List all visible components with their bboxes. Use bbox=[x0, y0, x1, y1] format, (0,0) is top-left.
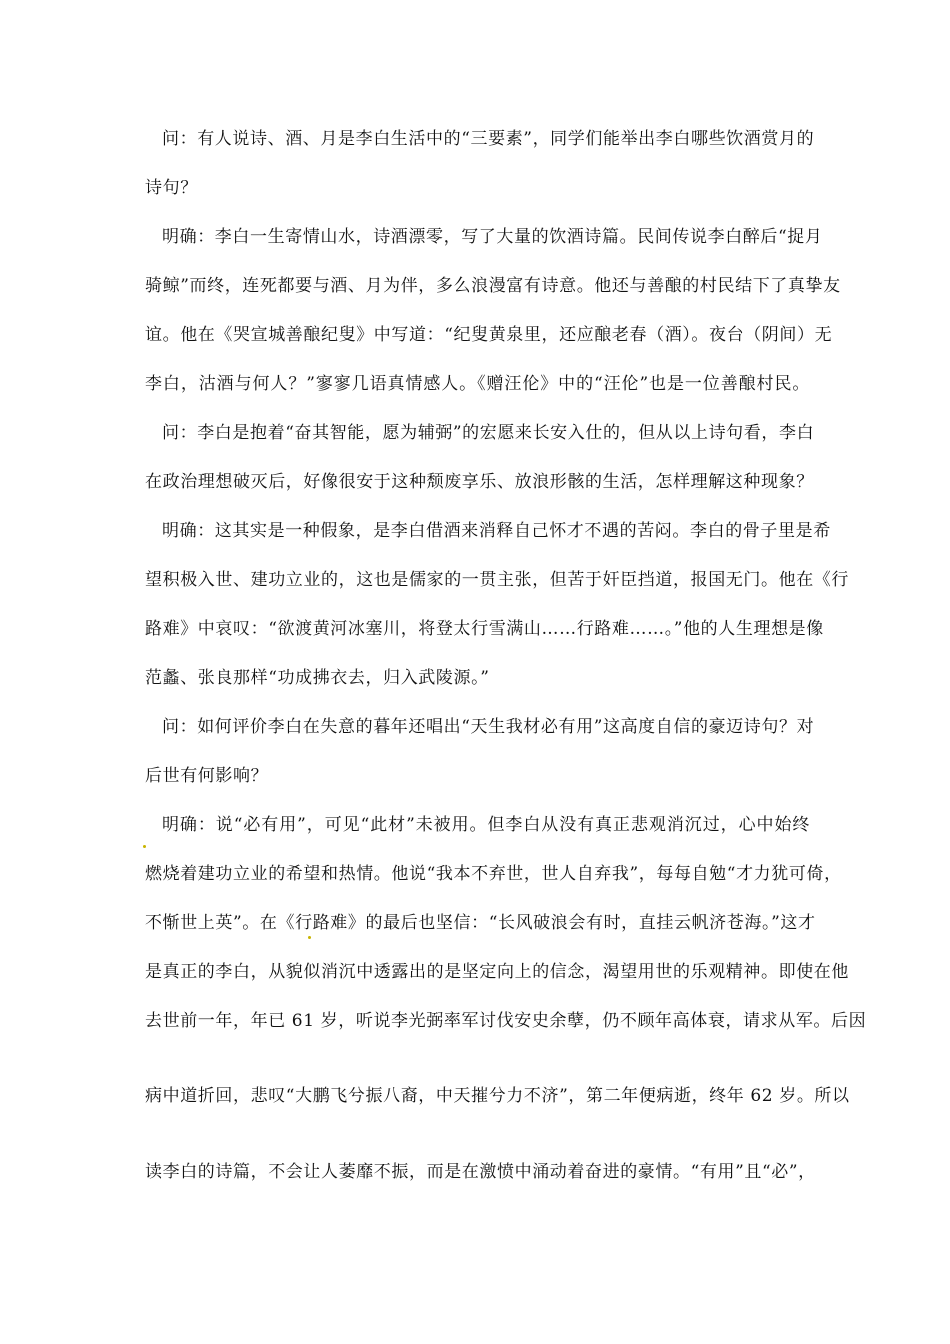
text-line-10: 望积极入世、建功立业的，这也是儒家的一贯主张，但苦于奸臣挡道，报国无门。他在《行 bbox=[145, 570, 849, 590]
text-line-3: 明确：李白一生寄情山水，诗酒漂零，写了大量的饮酒诗篇。民间传说李白醉后“捉月 bbox=[162, 227, 823, 247]
text-line-2: 诗句？ bbox=[145, 178, 198, 198]
text-line-20: 病中道折回，悲叹“大鹏飞兮振八裔，中天摧兮力不济”，第二年便病逝，终年 62 岁。所以 bbox=[145, 1086, 850, 1106]
text-line-5: 谊。他在《哭宣城善酿纪叟》中写道：“纪叟黄泉里，还应酿老春（酒）。夜台（阴间）无 bbox=[145, 325, 833, 345]
text-line-4: 骑鲸”而终，连死都要与酒、月为伴，多么浪漫富有诗意。他还与善酿的村民结下了真挚友 bbox=[145, 276, 841, 296]
speck-mark bbox=[143, 845, 146, 848]
text-line-21: 读李白的诗篇，不会让人萎靡不振，而是在激愤中涌动着奋进的豪情。“有用”且“必”， bbox=[145, 1162, 816, 1182]
text-line-11: 路难》中哀叹：“欲渡黄河冰塞川，将登太行雪满山……行路难……。”他的人生理想是像 bbox=[145, 619, 824, 639]
text-line-1: 问：有人说诗、酒、月是李白生活中的“三要素”，同学们能举出李白哪些饮酒赏月的 bbox=[162, 129, 815, 149]
text-line-16: 燃烧着建功立业的希望和热情。他说“我本不弃世，世人自弃我”，每每自勉“才力犹可倚， bbox=[145, 864, 842, 884]
text-line-13: 问：如何评价李白在失意的暮年还唱出“天生我材必有用”这高度自信的豪迈诗句？对 bbox=[162, 717, 815, 737]
speck-mark bbox=[308, 936, 311, 939]
text-line-8: 在政治理想破灭后，好像很安于这种颓废享乐、放浪形骸的生活，怎样理解这种现象？ bbox=[145, 472, 814, 492]
text-line-6: 李白，沽酒与何人？”寥寥几语真情感人。《赠汪伦》中的“汪伦”也是一位善酿村民。 bbox=[145, 374, 810, 394]
text-line-7: 问：李白是抱着“奋其智能，愿为辅弼”的宏愿来长安入仕的，但从以上诗句看，李白 bbox=[162, 423, 815, 443]
text-line-19: 去世前一年，年已 61 岁，听说李光弼率军讨伐安史余孽，仍不顾年高体衰，请求从军。后因 bbox=[145, 1011, 867, 1031]
text-line-17: 不惭世上英”。在《行路难》的最后也坚信：“长风破浪会有时，直挂云帆济苍海。”这才 bbox=[145, 913, 816, 933]
text-line-14: 后世有何影响？ bbox=[145, 766, 269, 786]
text-line-12: 范蠡、张良那样“功成拂衣去，归入武陵源。” bbox=[145, 668, 490, 688]
text-line-15: 明确：说“必有用”，可见“此材”未被用。但李白从没有真正悲观消沉过，心中始终 bbox=[162, 815, 810, 835]
text-line-9: 明确：这其实是一种假象，是李白借酒来消释自己怀才不遇的苦闷。李白的骨子里是希 bbox=[162, 521, 831, 541]
text-line-18: 是真正的李白，从貌似消沉中透露出的是坚定向上的信念，渴望用世的乐观精神。即使在他 bbox=[145, 962, 849, 982]
